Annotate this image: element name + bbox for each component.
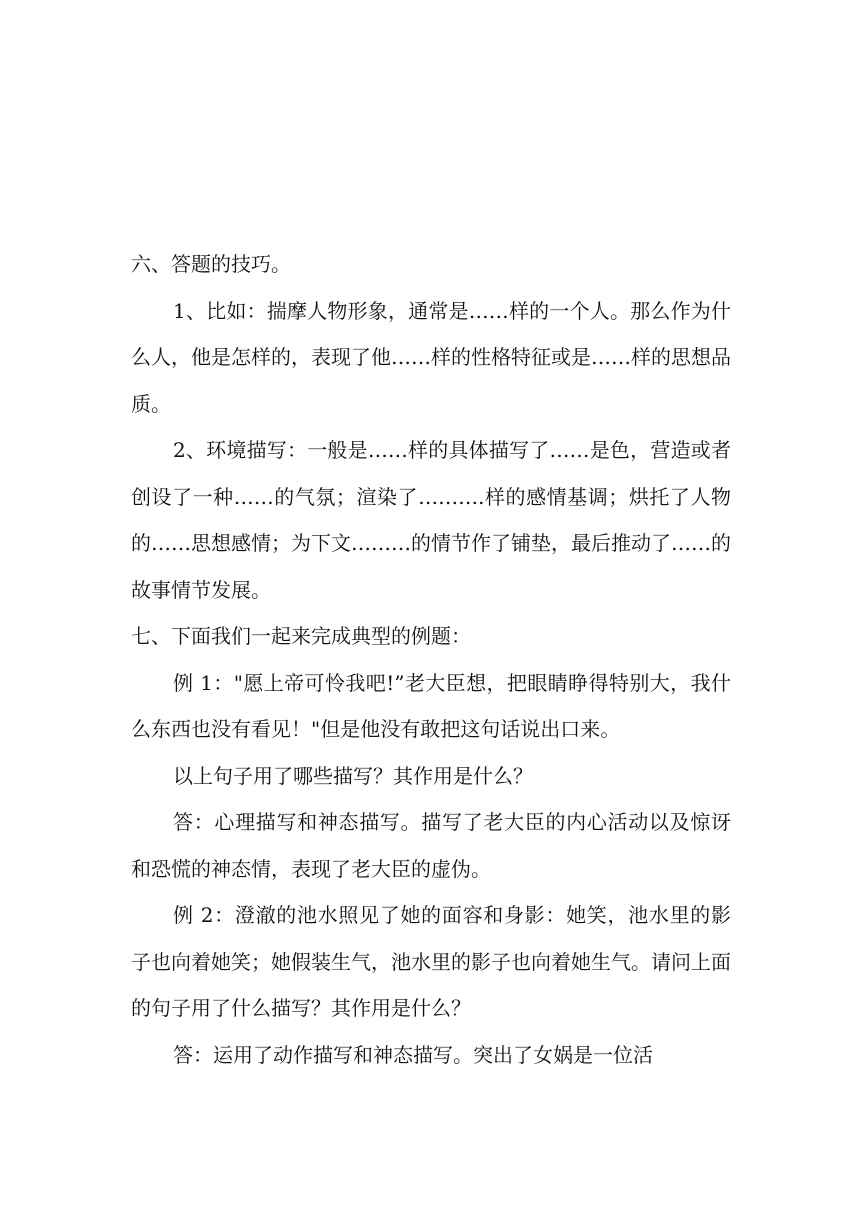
section-heading-examples: 七、下面我们一起来完成典型的例题： <box>131 624 471 648</box>
paragraph-environment-description: 2、环境描写：一般是……样的具体描写了……是色，营造或者创设了一种……的气氛；渲染了……….样的感情基调；烘托了人物的……思想感情；为下文………的情节作了铺垫，最后推动了……的故事情节发展。 <box>131 438 731 602</box>
section-heading-answer-skills: 六、答题的技巧。 <box>131 252 291 276</box>
paragraph-example-2: 例 2：澄澈的池水照见了她的面容和身影：她笑，池水里的影子也向着她笑；她假装生气，池水里的影子也向着她生气。请问上面的句子用了什么描写？其作用是什么？ <box>131 903 731 1020</box>
paragraph-character-image: 1、比如：揣摩人物形象，通常是……样的一个人。那么作为什么人，他是怎样的，表现了他……样的性格特征或是……样的思想品质。 <box>131 298 731 416</box>
paragraph-question-1: 以上句子用了哪些描写？其作用是什么？ <box>173 763 533 788</box>
document-body <box>131 241 731 1078</box>
paragraph-answer-2: 答：运用了动作描写和神态描写。突出了女娲是一位活 <box>173 1042 653 1067</box>
paragraph-answer-1: 答：心理描写和神态描写。描写了老大臣的内心活动以及惊讶和恐慌的神态情，表现了老大臣的虚伪。 <box>131 810 731 881</box>
paragraph-example-1: 例 1："愿上帝可怜我吧!”老大臣想，把眼睛睁得特别大，我什么东西也没有看见！"但是他没有敢把这句话说出口来。 <box>131 670 731 741</box>
